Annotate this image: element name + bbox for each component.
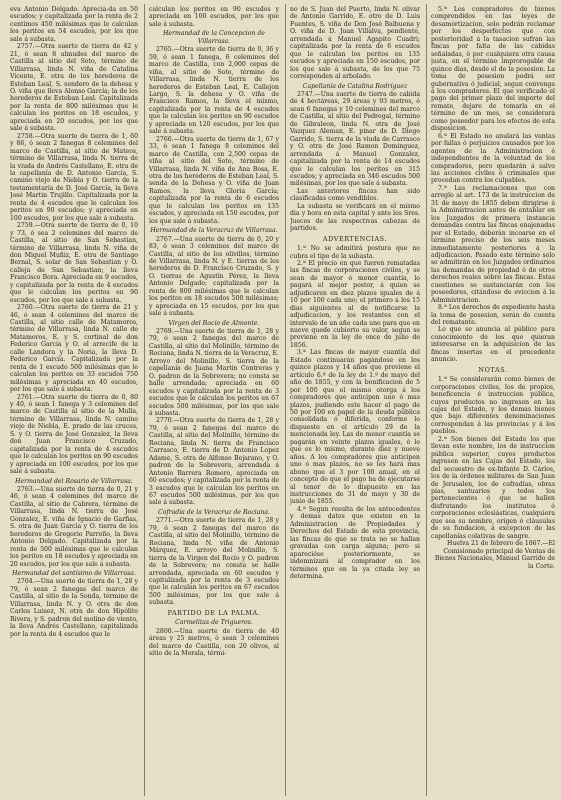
column-2: [149, 6, 279, 794]
paragraph: 2747.—Una suerte de tierra de cabida de 4 hectáreas, 29 áreas y 93 metros, ó sean 6 fanegas y 10 celemines del marco de Castilla, al sitio del Pedregal, término de Gibraleon, linda N. otra de José Vazquez Aleman, E. pinar de D. Diego Garrido, S. tierra de la viuda de Carrasco y O. otra de José Ramon Dominguez, arrendada á Manuel Gonzalez, capitalizada por la renta de 14 escudos que le calculan los peritos en 315 escudos; y apreciada en 346 escudos 500 milésimas, por los que sale á subasta.: [290, 90, 420, 188]
column-3: [290, 6, 420, 794]
paragraph: 4.ª Segun resulta de los antecedentes y demas datos que existen en la Administracion de Propiedades y Derechos del Estado de esta provincia, las fincas de que se trata no se hallan gravadas con carga alguna; pero si aparecióse posteriormente, se indemnizará al comprador en los términos que en la ya citada ley se determina.: [290, 505, 420, 580]
paragraph: 6.ª El Estado no anulará las ventas por fallas ó perjuicios causados por los agentes de la Administracion é independientes de la voluntad de los compradores, pero quedarán á salvo las acciones civiles ó criminales que procedan contra los culpables.: [431, 132, 555, 185]
paragraph: 5.ª Los compradores de bienes comprendidos en las leyes de desamortizacion, solo podrán reclamar por los desperfectos que con posterioridad á la tasacion sufran las fincas por falta de las cabidas señaladas, ó por cualquiera otra causa justa, en el término improrogable de quince dias, desde el de la posesion. La toma de posesion podrá ser gubernativa ó judicial, segun convenga á los compradores. El que verificado el pago del primer plazo del importe del remate, dejare de tomarla en el término de un mes, se considerará como poseedor para los efectos de esta disposicion.: [431, 6, 555, 133]
section-heading: Hermandad del Rosario de Villarrasa.: [15, 477, 133, 485]
paragraph: 1.ª No se admitirá postura que no cubra el tipo de la subasta.: [290, 245, 420, 260]
paragraph: eva Antonio Delgado. Aprecia-da en 50 escudos; y capitalizada por la renta de 2 centimos 450 milésimas que le calculan los peritos en 54 escudos, por los que sale á subasta.: [10, 6, 138, 43]
section-heading: Carmelitas de Trigueros.: [175, 619, 253, 627]
paragraph: 2761.—Otra suerte de tierra de 0, 80 y 40, ó sean 1 fanega y 3 celemines del marco de Castilla al sitio de la Mulla, término de Villarrasa, linda N. camino viejo de Niebla, E. prado de las cruces, S. y O. tierra de José Gonzalez, la lleva don Juan Francisco Cruzado, capitalizada por la renta de 4 escudos que le calculan los peritos en 90 escudos y apreciada en 100 escudos, por los que sale á subasta.: [10, 393, 138, 476]
paragraph: 2766.—Otra suerte de tierra de 1, 67 y 33, ó sean 1 fanega 8 celemines del marco de Castilla, con 2,500 cepas de viña al sitio del Soto, término de Villarrasa, linda N. viña de Ana Bosa, E. otra de los herederos de Esteban Leal, S. senda de la Dehesa y O. viña de Juan Ramos, la lleva Gloria García; capitalizada por la renta de 6 escudos que le calculan los peritos en 135 escudos, y apreciada en 150 escudos, por los que sale á subasta.: [149, 135, 279, 225]
paragraph: Lo que se anuncia al público para conocimiento de los que quieran interesarse en la adquisicion de las fincas insertas en el precedente anuncio.: [431, 326, 555, 364]
paragraph: 3.ª Las fincas de mayor cuantía del Estado continuarán pagándose en los quince plazos y 14 años que previene el artículo 6.º de la ley de 1.º de mayo del año de 1855, y con la bonificacion de 5 por 100 que el mismo otorga á los compradores que anticipen uno ó mas plazos, pudiendo este hacer el pago de 50 por 100 en papel de la deuda pública consolidada ó diferida, conforme lo dispuesto en el artículo 29 de la mencionada ley. Las de menor cuantía se pagarán en veinte plazos iguales, ó lo que es lo mismo, durante diez y nueve años. A los compradores que anticipen uno ó mas plazos, no se les hará mas abono que el 3 por 100 anual, en el concepto de que el pago ha de ejecutarse al tenor de lo dispuesto en las instrucciones de 31 de mayo y 30 de junio de 1855.: [290, 349, 420, 506]
column-divider: [426, 4, 427, 796]
column-4: [431, 6, 555, 794]
paragraph: 2771.—Otra suerte de tierra de 1, 28 y 79, ó sean 2 fanegas del marco de Castilla, al sitio del Molinillo, término de Rociana, linda N. viña de Antonio Márquez, E. arroyo del Molinillo, S. tierra de la Virgen del Rocío y O. padron de la Sobrevera; no consta se halle arrendada, apreciada en 60 escudos y capitalizada por la renta de 3 escudos que le calculan los peritos en 67 escudos 500 milésimas, por los que sale á subasta.: [149, 517, 279, 607]
paragraph: 2763.—Una suerte de tierra de 0, 21 y 46, ó sean 4 celemines del marco de Castilla, al sitio de Cabrera, término de Villarrasa, linda N. tierra de José Gonzalez, E. viña de Ignacio de Garfias, S. otra de Juan García y O. tierra de los herederos de Gregorio Parreño, la lleva Antonio Delgado. Capitalizada por la renta de 500 milésimas que le calculan los peritos en 18 escudos y apreciada en 20 escudos, por los que sale á subasta.: [10, 486, 138, 568]
paragraph: 2.ª Son bienes del Estado los que llevan este nombre, los de instruccion pública superior, cuyos productos ingresen en las Cajas del Estado, los del secuestro de ex-Infante D. Cárlos, los de la órdenes militares de San Juan de Jerusalen, los de cofradías, obras pías, santuarios y todos los pertenecientes ó que se hallen disfrutando los institutos ó corporaciones eclesiásticas, cualquiera que sea su nombre, origen ó cláusulas de su fundacion, á excepcion de las capellanías colativas de sangre.: [431, 435, 555, 540]
column-divider: [285, 4, 286, 796]
paragraph: Las anteriores fincas han sido clasificadas como vendibles.: [290, 187, 420, 203]
section-heading: Cofradía de la Veracruz de Rociana.: [158, 508, 270, 516]
section-title: NOTAS.: [478, 365, 508, 374]
paragraph: 2764.—Una suerte de tierra de 1, 28 y 79, ó sean 2 fanegas del marco de Castilla, al sitio de la Sonda, término de Villarrasa, linda N. y O. otra de don Carlos Luisez, N. otra de don Hipólito Rivera, y S. padron del molino de viento, la lleva Andrés Castellano, capitalizada por la renta de 4 escudos que le: [10, 578, 138, 638]
paragraph: 2767.—Una suerte de tierra de 0, 20 y 83, ó sean 3 celemines del marco de Castilla, al sitio de los olivillos, término de Villarrasa, linda N. y E. tierras de los herederos de D. Francisco Cruzado, S. y O. tierras de Agustín Pérez, la lleva Antonio Delgado; capitalizada por la renta de 800 milésimas que le calculan los peritos en 18 escudos 500 milésimas; y apreciada en 15 escudos, por los que sale á subasta.: [149, 235, 279, 318]
section-heading: Hermandad del santísimo de Villarrasa.: [12, 569, 136, 577]
paragraph: La subasta se verificará en el mismo dia y hora en esta capital y ante los Sres. Jueces de las respectivas cabezas de partidos.: [290, 202, 420, 233]
paragraph: 2758.—Otra suerte de tierra de 1, 60 y 86, ó sean 2 fanegas 8 celemines del marco de Castilla, al sitio de Mateos, término de Villarrasa, linda N. tierra de la viuda de Andrés Castellano, E. otra de la capellanía de D. Antonio García, S. camino viejo de Niebla y O. tierra de la testamentaría de D. José García, la lleva José Martin Trujillo. Capitalizada por la renta de 4 escudos que le calculan los peritos en 90 escudos; y apreciada en 100 escudos, por los que sale á subasta.: [10, 132, 138, 222]
section-heading: Hermandad de la Concepcion de Villarrasa.: [163, 30, 265, 45]
paragraph: calculan los peritos en 90 escudos y apreciada en 100 escudos, por los que sale á subasta.: [149, 6, 279, 28]
paragraph: 8.ª Los derechos de expediente hasta la toma de posesion, serán de cuenta del rematante.: [431, 304, 555, 327]
paragraph: 2769.—Una suerte de tierra de 1, 28 y 79, ó sean 2 fanegas del marco de Castilla, al sitio del Molinillo, término de Rociana, linda N. tierra de la Veracruz, E. Arroyo del Molinillo, S. tierra de la capellanía de Juana Martin Contreras y O. padron de la Sobrevera; no consta se halle arrendada; apreciada en 60 escudos y capitalizada por la renta de 3 escudos que le calculan los peritos en 67 escudos 500 milésimas, por los que sale á subasta.: [149, 328, 279, 418]
column-1: [10, 6, 138, 794]
paragraph: 2765.—Otra suerte de tierra de 0, 36 y 59, ó sean 1 fanega, 6 celemines del marco de Castilla, con 2,000 cepas de viña, al sitio de Soto, término de Villarrasa, linda N. tierra de los herederos de Esteban Leal, E. Callejon Largo, S. la dehesa y O. viña de Francisco Ramos, la lleva el mismo, capitalizada por la renta de 4 escudos que le calculan los peritos en 90 escudos y apreciada en 120 escudos, por los que sale á subasta.: [149, 46, 279, 136]
paragraph: no de S. Juan del Puerto, linda N. olivar de Antonio Garrido, E. otro de D. Luis Fuentes, S. viña de Don José Balbuena y O. viña de D. Juan Villalva, pendiente, arrendada á Manuel Agapito Cuadri; capitalizada por la renta de 6 escudos que le calculan los peritos en 135 escudos y apreciada en 150 escudos, por los que sale á subasta, de los que 75 corresponden al arbolado.: [290, 6, 420, 81]
column-divider: [144, 4, 145, 796]
section-title: ADVERTENCIAS.: [322, 234, 388, 243]
paragraph: 2770.—Otra suerte de tierra de 1, 28 y 79, ó sean 2 fanegas del marco de Castilla, al sitio del Molinillo, término de Rociana, linda N. tierra de Francisco Carrasco, E. tierra de D. Antonio Lopez Adame, S. otra de Alfonso Bejarano, y O. padron de la Sobrevera, arrendada á Antonio Barrera Romero, apreciada en 60 escudos; y capitalizada por la renta de 3 escudos que le calculan los peritos en 67 escudos 500 milésimas, por los que sale á subasta.: [149, 417, 279, 507]
paragraph: 1.ª Se considerarán como bienes de corporaciones civiles, los de propios, beneficencia é instruccion pública, cuyos productos no ingresen en las cajas del Estado, y los demas bienes que bajo diferentes denominaciones correspondan á las provincias y á los pueblos.: [431, 376, 555, 436]
paragraph: 2757.—Otra suerte de tierra de 42 y 21, ó sean 8 almudes del marco de Castilla al sitio del Soto, término de Villarrasa, linda N. viña de Catalina Vicente, E. otra de los herederos de Esteban Leal, S. sendero de la dehesa y O. viña que lleva Alonso García; la de los herederos de Esteban Leal. Capitalizada por la renta de 800 milésimas que le calculan los peritos en 18 escudos, y apreciada en 20 escudos, por los que sale á subasta.: [10, 43, 138, 133]
paragraph: 2.ª El precio en que fueren rematadas las fincas de corporaciones civiles, y se sean de mayor ó menor cuantía, lo pagará el mejor postor, á quien se adjudicaren en diez plazos iguales de á 10 por 100 cada uno; el primero á los 15 dias siguientes al de notificarse la adjudicacion, y los restantes con el intervalo de un año cada uno para que en nueve quede cubierto su valor, segun se previene en la ley de once de julio de 1856.: [290, 259, 420, 349]
paragraph: 2760.—Otra suerte de tierra de 21 y 46, ó sean 4 celemines del marco de Castilla, al sitio calle de Matamoros, término de Villarrasa, linda N. calle de Matamoros, E. y S. cortinal de don Federico García y O. el arrecife de la calle Landora y la Noria, la lleva D. Federico García. Capitalizada por la renta de 1 escudo 500 milésimas que le calculan los peritos en 33 escudos 750 milésimas y apreciada en 40 escudos, por los que sale á subasta.: [10, 304, 138, 394]
section-heading: Hermandad de la Veracruz de Villarrasa.: [150, 227, 278, 235]
section-title: PARTIDO DE LA PALMA.: [167, 608, 261, 617]
paragraph: 2759.—Otra suerte de tierra de 0, 10 y 73, ó sea 2 celemines del marco de Castilla, al sitio de San Sebastian, término de Villarrasa, linda N. viña de don Miguel Muñiz, E. otra de Santiago Bernal, S. solar de San Sebastian y O. calleja de San Sebastian; la lleva Francisco Bora. Apreciada en 9 escudos, y capitalizada por la renta de 4 escudos que le calculan los peritos en 90 escudos, por los que sale á subasta.: [10, 222, 138, 304]
section-heading: Capellanía de Catalina Rodríguez: [302, 82, 408, 90]
signature-line: Huelva 21 de febrero de 1867.—El Comisionado principal de Ventas de Bienes Nacionales, Manuel Garrido de la Corte.: [434, 540, 555, 570]
paragraph: 7.ª Las reclamaciones que con arreglo al art. 173 de la instruccion de 31 de mayo de 1855 deben dirigirse á la Administracion antes de entablar en los Juzgados de primera instancia demandas contra las fincas enajenadas por el Estado, deberán incoarse en el término preciso de los seis meses inmediatamente posteriores á la adjudicacion. Pasado este término solo se admitirán en los Juzgados ordinarios las demandas de propiedad ó de otros derechos reales sobre las fincas. Estas cuestiones se sustanciarán con los poseedores, citándose de eviccion á la Administracion.: [431, 184, 555, 304]
paragraph: 2800.—Una suerte de tierra de 40 áreas y 25 metros, ó sean 3 celemines del marco de Castilla, con 20 olivos, al sitio de la Morala, térmi-: [149, 627, 279, 658]
section-heading: Virgen del Rocío de Almonte.: [168, 319, 260, 327]
